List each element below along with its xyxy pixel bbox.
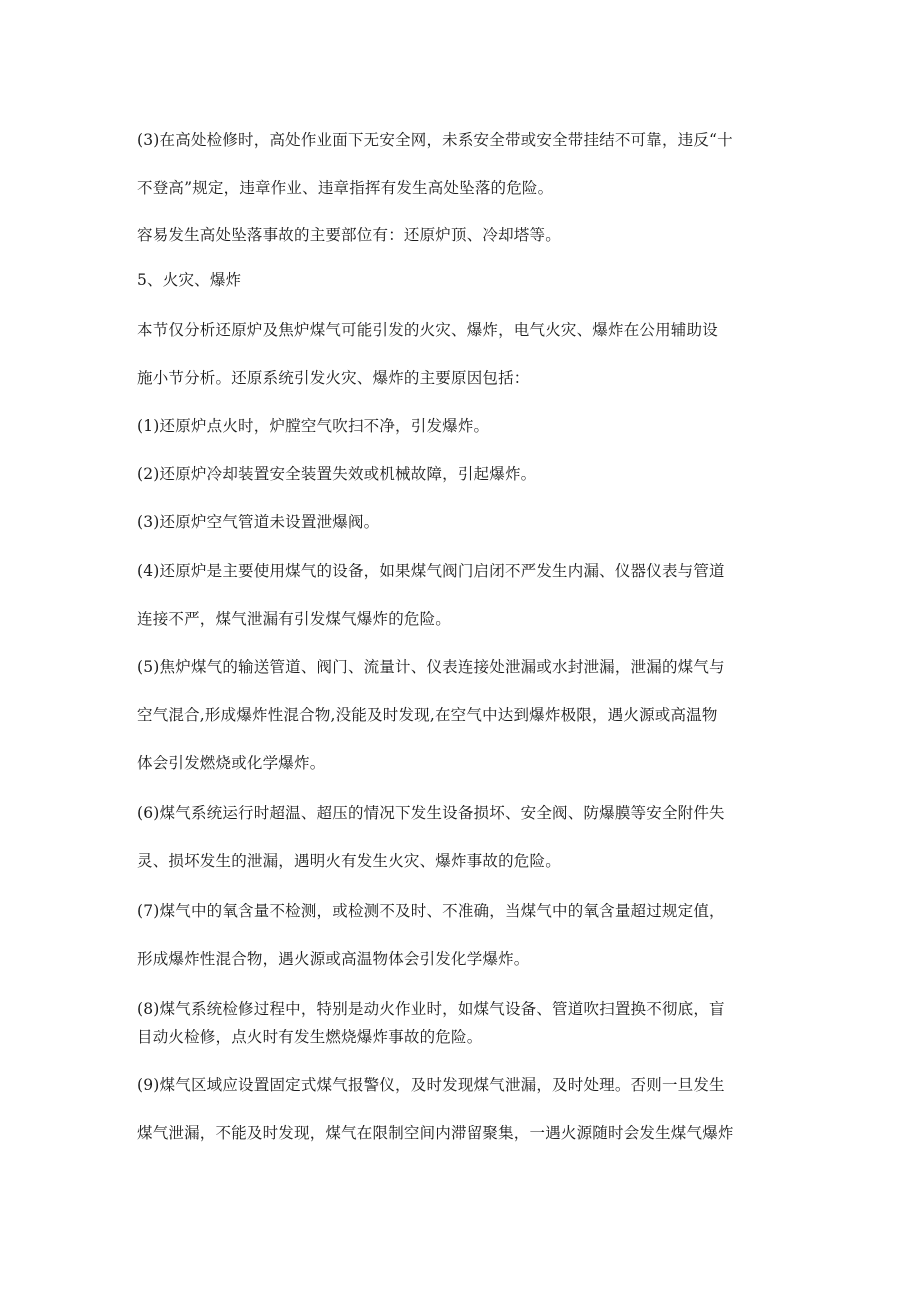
text-line: (6)煤气系统运行时超温、超压的情况下发生设备损坏、安全阀、防爆膜等安全附件失 bbox=[137, 804, 725, 822]
paragraph-item5 bbox=[137, 655, 789, 775]
text-line: (5)焦炉煤气的输送管道、阀门、流量计、仪表连接处泄漏或水封泄漏，泄漏的煤气与 bbox=[137, 658, 725, 676]
text-line: 施小节分析。还原系统引发火灾、爆炸的主要原因包括： bbox=[137, 369, 530, 387]
text-line: (8)煤气系统检修过程中，特别是动火作业时，如煤气设备、管道吹扫置换不彻底，盲 bbox=[137, 1000, 725, 1018]
paragraph-section-intro bbox=[137, 318, 789, 390]
text-line: (9)煤气区域应设置固定式煤气报警仪，及时发现煤气泄漏，及时处理。否则一旦发生 bbox=[137, 1076, 725, 1094]
text-line: (3)还原炉空气管道未设置泄爆阀。 bbox=[137, 513, 380, 531]
paragraph-item3 bbox=[137, 510, 789, 534]
text-line: 连接不严，煤气泄漏有引发煤气爆炸的危险。 bbox=[137, 610, 452, 628]
text-line: (3)在高处检修时，高处作业面下无安全网，未系安全带或安全带挂结不可靠，违反“十 bbox=[137, 131, 733, 149]
text-line: 空气混合,形成爆炸性混合物,没能及时发现,在空气中达到爆炸极限，遇火源或高温物 bbox=[137, 706, 718, 724]
text-line: 不登高”规定，违章作业、违章指挥有发生高处坠落的危险。 bbox=[137, 179, 554, 197]
text-line: 形成爆炸性混合物，遇火源或高温物体会引发化学爆炸。 bbox=[137, 950, 530, 968]
paragraph-item3-high-work bbox=[137, 128, 789, 200]
text-line: 灵、损坏发生的泄漏，遇明火有发生火灾、爆炸事故的危险。 bbox=[137, 852, 561, 870]
text-line: (4)还原炉是主要使用煤气的设备，如果煤气阀门启闭不严发生内漏、仪器仪表与管道 bbox=[137, 562, 725, 580]
paragraph-item7 bbox=[137, 899, 789, 971]
paragraph-item6 bbox=[137, 801, 789, 873]
paragraph-fall-locations bbox=[137, 223, 789, 247]
text-line: 体会引发燃烧或化学爆炸。 bbox=[137, 754, 326, 772]
text-line: 煤气泄漏，不能及时发现，煤气在限制空间内滞留聚集，一遇火源随时会发生煤气爆炸 bbox=[137, 1124, 734, 1142]
text-line: 目动火检修，点火时有发生燃烧爆炸事故的危险。 bbox=[137, 1028, 483, 1046]
text-line: 容易发生高处坠落事故的主要部位有：还原炉顶、冷却塔等。 bbox=[137, 226, 561, 244]
paragraph-item8 bbox=[137, 997, 789, 1049]
paragraph-item1 bbox=[137, 414, 789, 438]
text-line: 本节仅分析还原炉及焦炉煤气可能引发的火灾、爆炸，电气火灾、爆炸在公用辅助设 bbox=[137, 321, 718, 339]
text-line: (1)还原炉点火时，炉膛空气吹扫不净，引发爆炸。 bbox=[137, 417, 490, 435]
text-line: (7)煤气中的氧含量不检测，或检测不及时、不准确，当煤气中的氧含量超过规定值， bbox=[137, 902, 725, 920]
text-line: (2)还原炉冷却装置安全装置失效或机械故障，引起爆炸。 bbox=[137, 465, 537, 483]
text-line: 5、火灾、爆炸 bbox=[137, 271, 242, 289]
paragraph-item4 bbox=[137, 559, 789, 631]
paragraph-item9 bbox=[137, 1073, 789, 1145]
paragraph-item2 bbox=[137, 462, 789, 486]
section-heading-fire-explosion bbox=[137, 268, 789, 292]
